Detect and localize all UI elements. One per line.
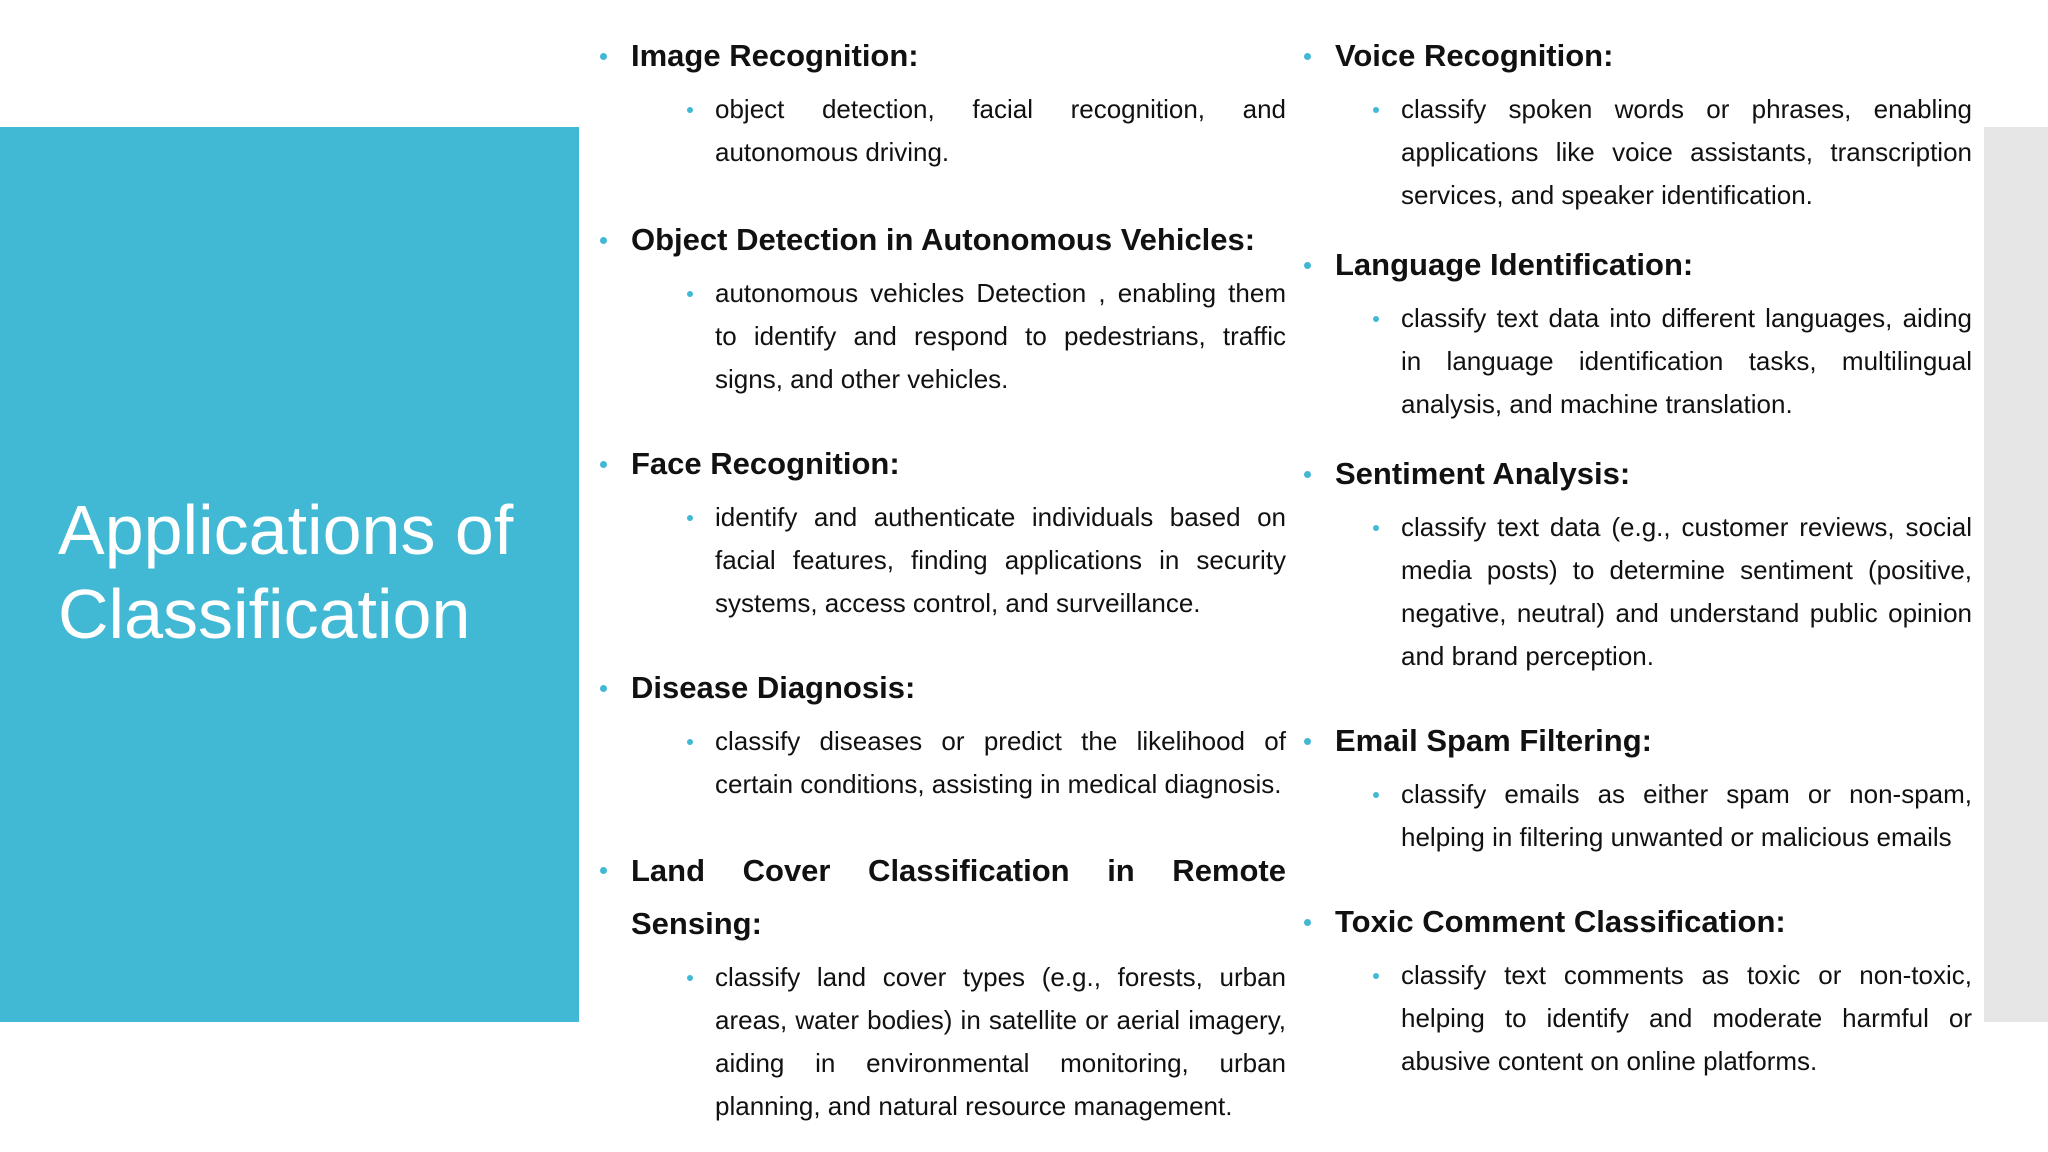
item-detail-text: classify emails as either spam or non-spam, helping in filtering unwanted or malicious emails — [1401, 779, 1972, 852]
sub-bullet-icon — [687, 739, 693, 745]
item-detail — [1335, 506, 1972, 678]
sub-bullet-icon — [687, 975, 693, 981]
bullet-icon — [1304, 919, 1311, 926]
bullet-icon — [1304, 53, 1311, 60]
sub-bullet-icon — [687, 107, 693, 113]
list-item — [1302, 30, 1972, 217]
sub-bullet-icon — [1373, 107, 1379, 113]
item-heading: Sentiment Analysis: — [1335, 456, 1631, 491]
sub-bullet-icon — [687, 291, 693, 297]
item-detail — [631, 272, 1286, 401]
item-heading: Land Cover Classification in Remote Sensing: — [631, 853, 1286, 941]
item-detail — [1335, 954, 1972, 1083]
left-column — [598, 30, 1286, 1128]
item-heading: Language Identification: — [1335, 247, 1694, 282]
item-detail-text: object detection, facial recognition, and autonomous driving. — [715, 94, 1286, 167]
item-heading: Voice Recognition: — [1335, 38, 1614, 73]
side-decoration-strip — [1984, 127, 2048, 1022]
sub-bullet-icon — [1373, 973, 1379, 979]
bullet-icon — [1304, 471, 1311, 478]
item-heading: Toxic Comment Classification: — [1335, 904, 1786, 939]
item-detail — [631, 496, 1286, 625]
item-heading: Face Recognition: — [631, 446, 900, 481]
item-heading: Object Detection in Autonomous Vehicles: — [631, 222, 1256, 257]
item-detail — [631, 720, 1286, 806]
item-detail-text: classify land cover types (e.g., forests, urban areas, water bodies) in satellite or aerial imagery, aiding in environmental monitoring, urban planning, and natural resource management. — [715, 962, 1286, 1121]
right-column — [1302, 30, 1972, 1083]
item-detail — [1335, 88, 1972, 217]
item-detail — [631, 88, 1286, 174]
sub-bullet-icon — [1373, 792, 1379, 798]
bullet-icon — [600, 867, 607, 874]
item-detail-text: classify text data (e.g., customer reviews, social media posts) to determine sentiment (positive, negative, neutral) and understand public opinion and brand perception. — [1401, 512, 1972, 671]
item-detail-text: classify spoken words or phrases, enabling applications like voice assistants, transcription services, and speaker identification. — [1401, 94, 1972, 210]
slide-title: Applications of Classification — [58, 491, 514, 653]
item-heading: Image Recognition: — [631, 38, 919, 73]
bullet-icon — [600, 53, 607, 60]
bullet-icon — [600, 237, 607, 244]
list-item — [1302, 239, 1972, 426]
item-detail-text: classify text comments as toxic or non-toxic, helping to identify and moderate harmful or abusive content on online platforms. — [1401, 960, 1972, 1076]
item-heading: Email Spam Filtering: — [1335, 723, 1652, 758]
item-detail — [1335, 773, 1972, 859]
bullet-icon — [600, 461, 607, 468]
sub-bullet-icon — [1373, 316, 1379, 322]
item-heading: Disease Diagnosis: — [631, 670, 916, 705]
bullet-icon — [600, 685, 607, 692]
list-item — [598, 844, 1286, 1128]
list-item — [1302, 896, 1972, 1083]
item-detail — [1335, 297, 1972, 426]
item-detail — [631, 956, 1286, 1128]
list-item — [598, 662, 1286, 806]
sub-bullet-icon — [1373, 525, 1379, 531]
item-detail-text: classify diseases or predict the likelihood of certain conditions, assisting in medical diagnosis. — [715, 726, 1286, 799]
list-item — [1302, 448, 1972, 678]
list-item — [598, 30, 1286, 174]
list-item — [1302, 715, 1972, 859]
list-item — [598, 438, 1286, 625]
sub-bullet-icon — [687, 515, 693, 521]
bullet-icon — [1304, 738, 1311, 745]
bullet-icon — [1304, 262, 1311, 269]
item-detail-text: autonomous vehicles Detection , enabling them to identify and respond to pedestrians, traffic signs, and other vehicles. — [715, 278, 1286, 394]
list-item — [598, 214, 1286, 401]
item-detail-text: identify and authenticate individuals based on facial features, finding applications in security systems, access control, and surveillance. — [715, 502, 1286, 618]
item-detail-text: classify text data into different languages, aiding in language identification tasks, multilingual analysis, and machine translation. — [1401, 303, 1972, 419]
